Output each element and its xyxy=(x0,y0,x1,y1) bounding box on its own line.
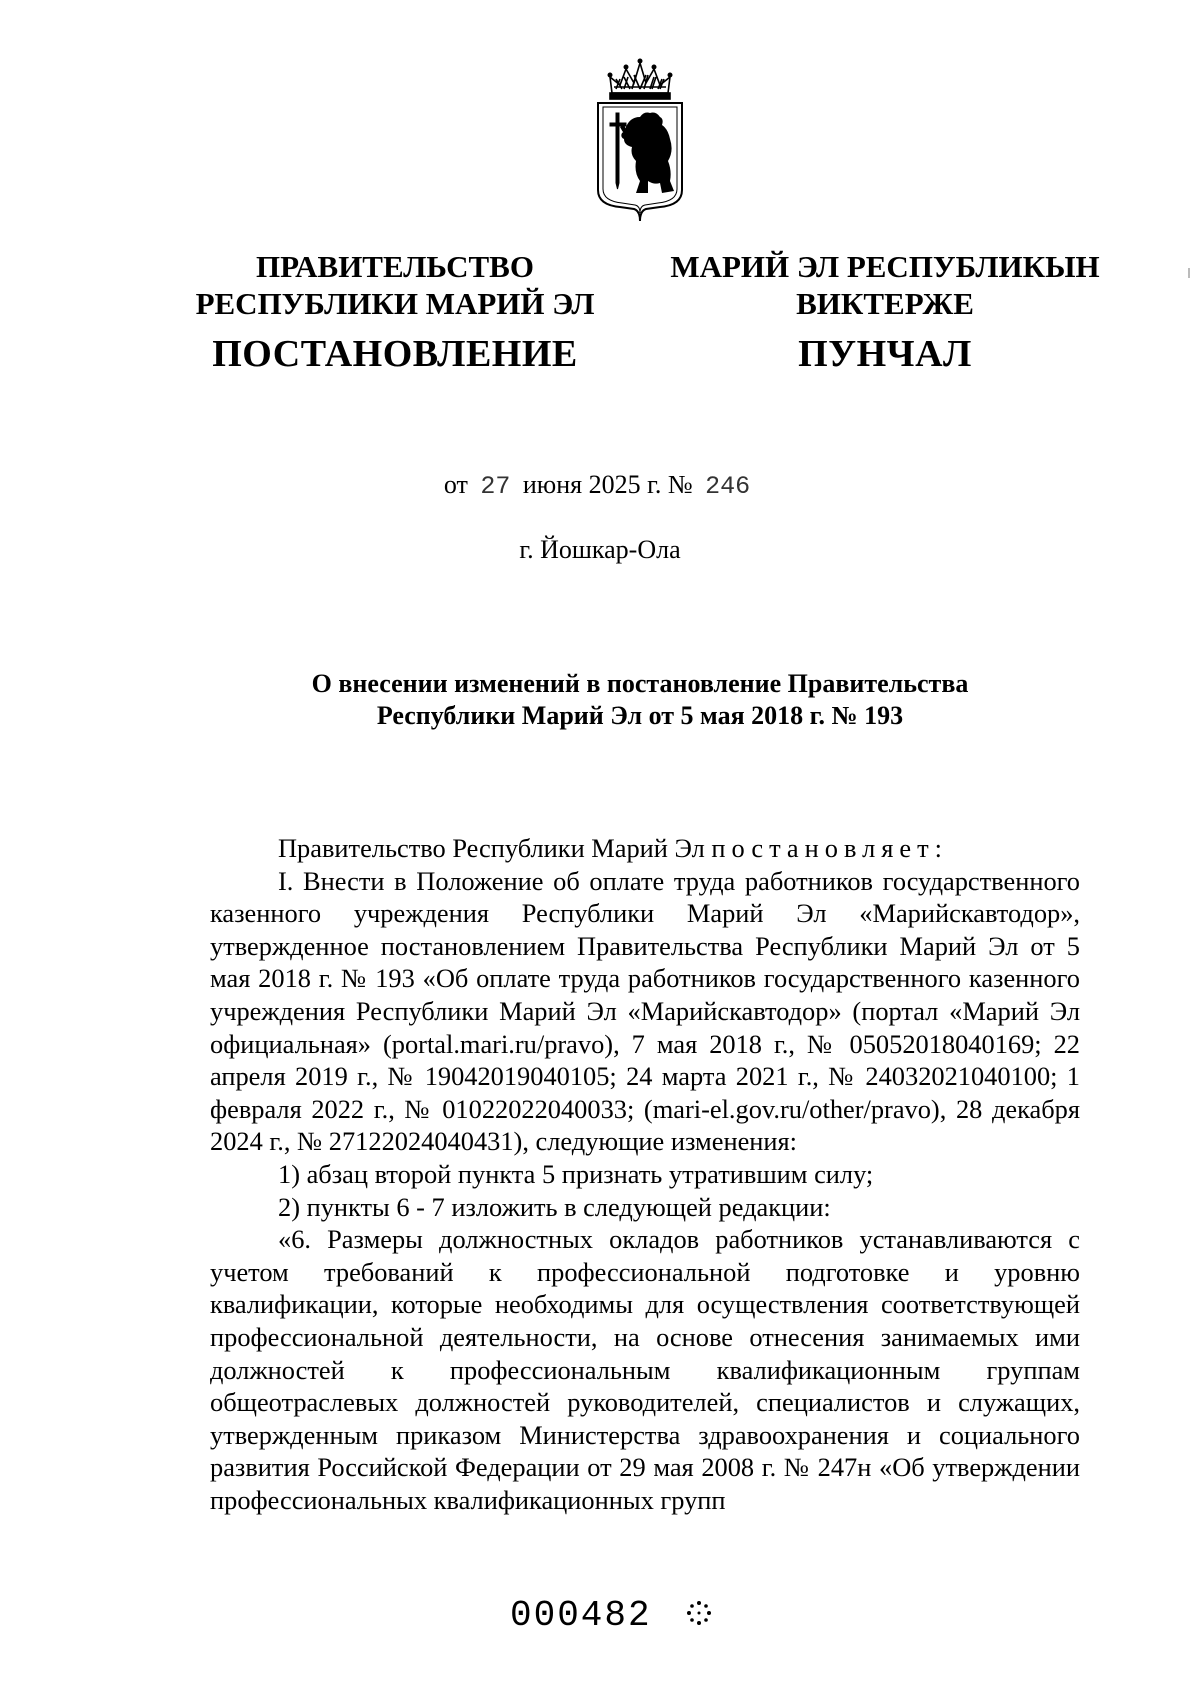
date-line xyxy=(0,470,1200,501)
paragraph-2: 1) абзац второй пункта 5 признать утратившим силу; xyxy=(278,1158,874,1189)
serial-number: 000482 xyxy=(510,1595,652,1636)
doc-kind-mari: ПУНЧАЛ xyxy=(798,333,972,376)
city-name: г. Йошкар-Ола xyxy=(519,535,681,564)
title-line-2: Республики Марий Эл от 5 мая 2018 г. № 193 xyxy=(376,701,904,731)
scan-edge-mark xyxy=(1188,268,1190,278)
header-right xyxy=(660,248,1110,378)
intro-text: Правительство Республики Марий Эл xyxy=(278,833,712,863)
paragraph-3: 2) пункты 6 - 7 изложить в следующей редакции: xyxy=(278,1191,831,1222)
intro-paragraph xyxy=(210,832,1080,865)
org-name-mari-line1: МАРИЙ ЭЛ РЕСПУБЛИКЫН xyxy=(670,249,1100,284)
date-prefix: от xyxy=(443,470,468,499)
doc-number: 246 xyxy=(705,472,751,501)
doc-kind-ru: ПОСТАНОВЛЕНИЕ xyxy=(212,333,578,376)
paragraph-1: I. Внести в Положение об оплате труда работников государственного казенного учреждения Республики Марий Эл «Марийскавтодор», утвержденное постановлением Правительства Республики Марий Эл от 5 мая 2018 г. № 193 «Об оплате труда работников государственного казенного учреждения Республики Марий Эл «Марийскавтодор» (портал «Марий Эл официальная» (portal.mari.ru/pravo), 7 мая 2018 г., № 05052018040169; 22 апреля 2019 г., № 19042019040105; 24 марта 2021 г., № 24032021040100; 1 февраля 2022 г., № 01022022040033; (mari-el.gov.ru/other/pravo), 28 декабря 2024 г., № 27122024040431), следующие изменения: xyxy=(210,865,1080,1157)
date-day: 27 xyxy=(480,472,511,501)
date-month-year: июня 2025 г. № xyxy=(522,470,693,499)
header-left xyxy=(190,248,600,378)
asterisk-mark-icon xyxy=(684,1598,714,1628)
title-line-1: О внесении изменений в постановление Правительства xyxy=(311,669,969,698)
coat-of-arms-icon xyxy=(590,55,690,230)
org-name-ru-line1: ПРАВИТЕЛЬСТВО xyxy=(256,249,534,284)
org-name-mari-line2: ВИКТЕРЖЕ xyxy=(796,286,974,322)
paragraph-4: «6. Размеры должностных окладов работников устанавливаются с учетом требований к профессиональной подготовке и уровню квалификации, которые необходимы для осуществления соответствующей профессиональной деятельности, на основе отнесения занимаемых ими должностей к профессиональным квалификационным группам общеотраслевых должностей руководителей, специалистов и служащих, утвержденным приказом Министерства здравоохранения и социального развития Российской Федерации от 29 мая 2008 г. № 247н «Об утверждении профессиональных квалификационных групп xyxy=(210,1224,1080,1515)
intro-verb: постановляет: xyxy=(711,833,948,863)
org-name-ru-line2: РЕСПУБЛИКИ МАРИЙ ЭЛ xyxy=(195,286,595,322)
document-body xyxy=(210,832,1080,1516)
document-title xyxy=(200,668,1080,732)
